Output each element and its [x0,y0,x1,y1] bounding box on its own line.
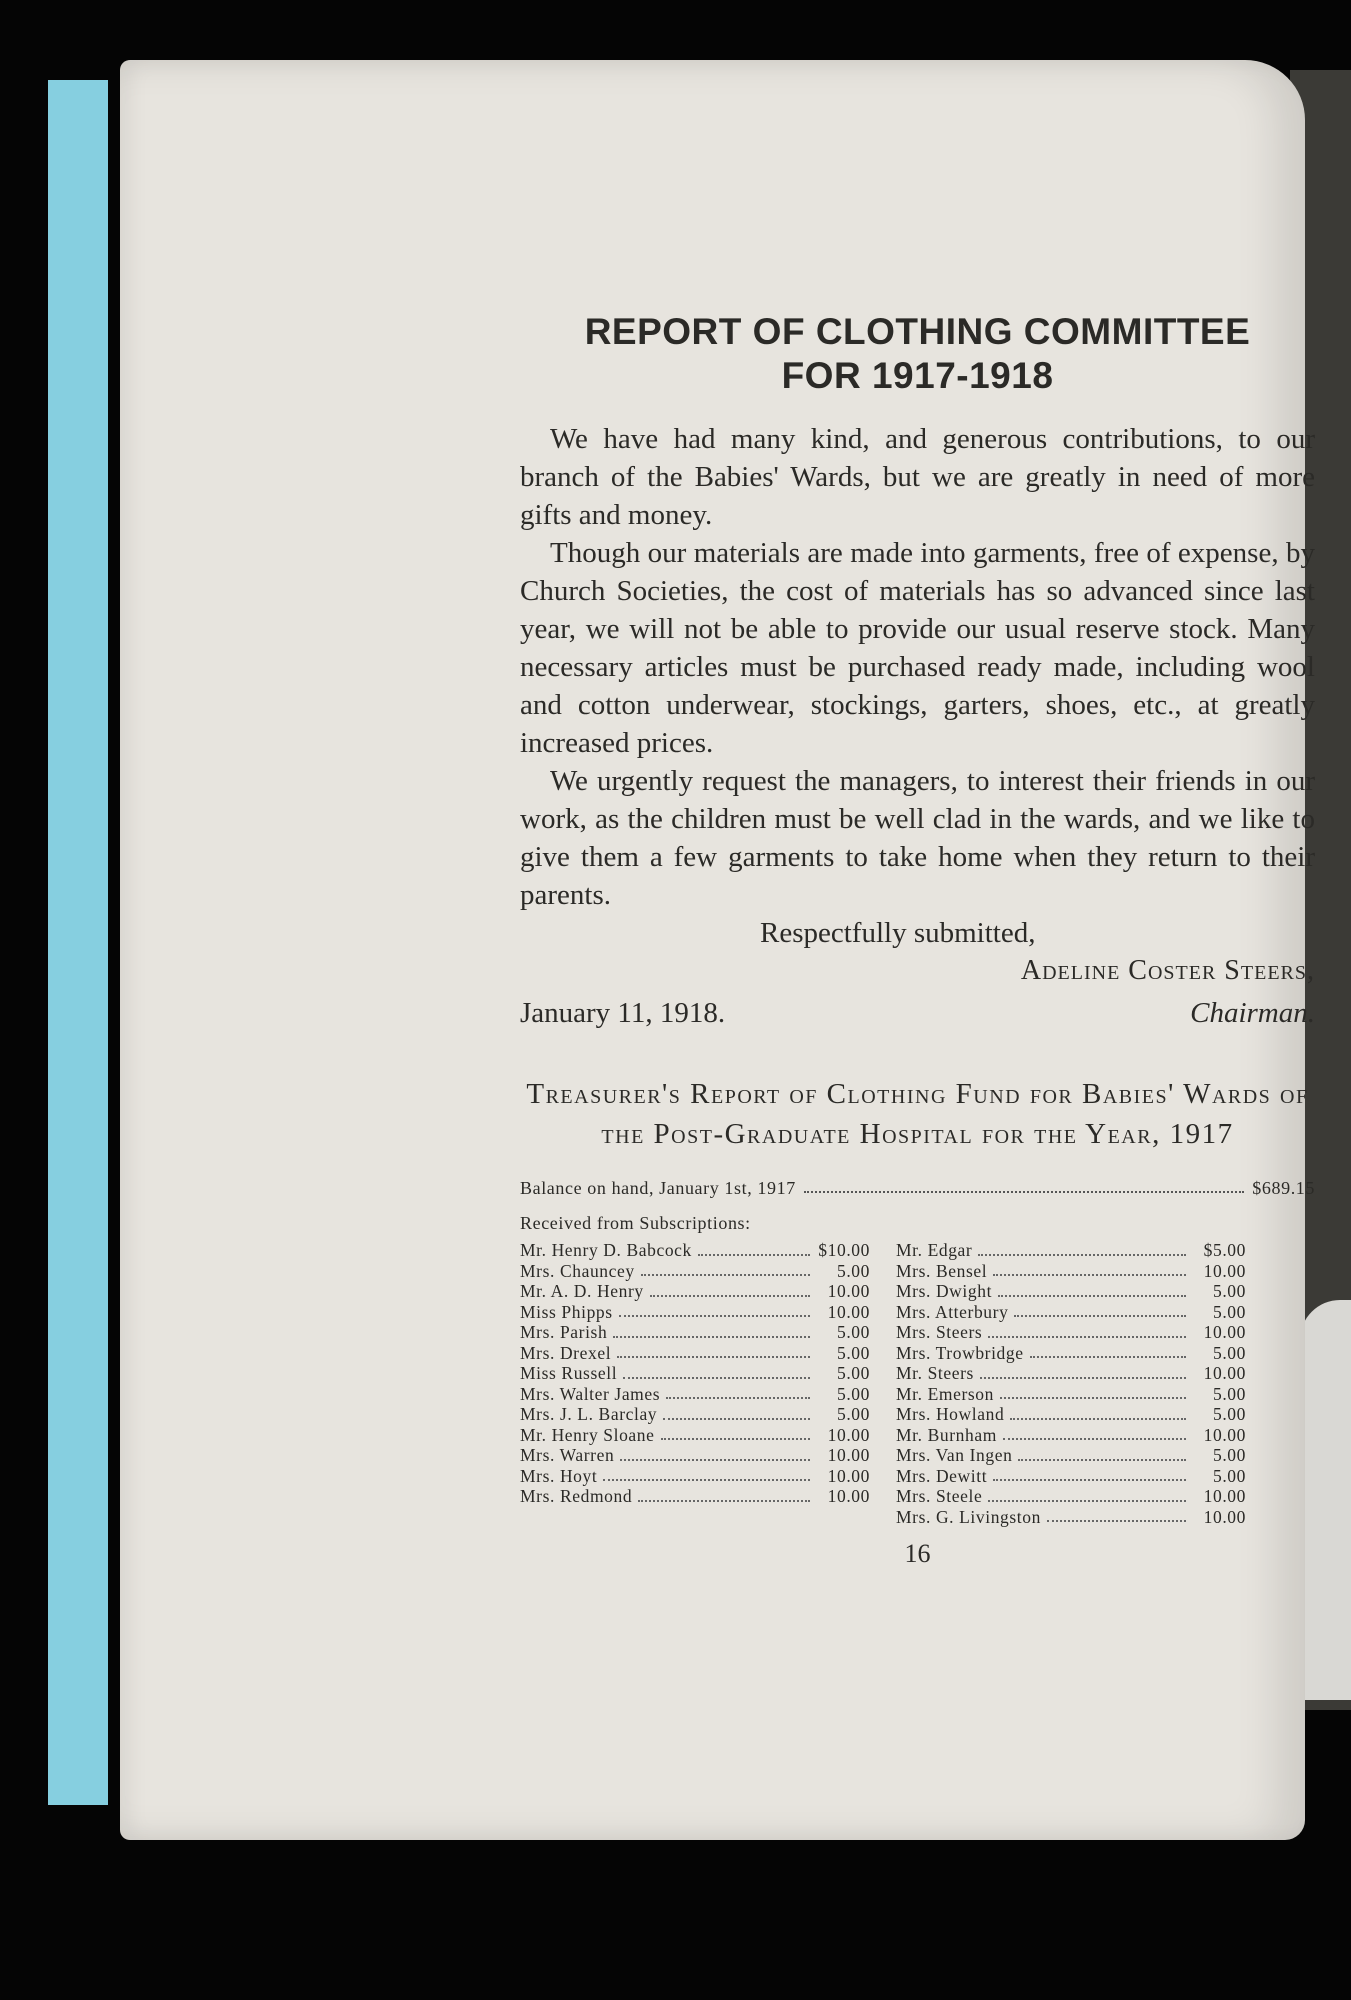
report-title [520,310,1315,398]
subscription-row [520,1445,870,1466]
subscription-amount: 10.00 [1203,1260,1246,1281]
leader-dots [638,1486,810,1502]
page-content [520,310,1315,1569]
subscription-row [520,1261,870,1282]
subscriber-name: Mrs. Van Ingen [896,1445,1013,1465]
leader-dots [617,1343,810,1359]
subscriber-name: Mrs. Hoyt [520,1465,598,1486]
subscription-row [896,1486,1246,1507]
leader-dots [623,1363,810,1379]
book-page [120,60,1315,1840]
subscriber-name: Mrs. Dwight [896,1281,993,1301]
subscription-row [896,1240,1246,1261]
subscriber-name: Mrs. Dewitt [896,1465,988,1486]
leader-dots [988,1486,1186,1502]
subscription-amount: 5.00 [836,1383,870,1404]
subscription-row [520,1425,870,1446]
leader-dots [1018,1445,1186,1461]
report-title-line-2: FOR 1917-1918 [781,355,1054,396]
subscription-amount: 10.00 [1203,1424,1246,1445]
subscriber-name: Mr. Burnham [896,1424,997,1445]
subscription-amount: 5.00 [1212,1445,1246,1465]
subscription-amount: 5.00 [836,1260,870,1281]
subscriber-name: Mr. A. D. Henry [520,1281,644,1301]
subscription-row [520,1302,870,1323]
subscription-row [896,1404,1246,1425]
subscription-row [520,1404,870,1425]
closing-line: Respectfully submitted, [760,917,1036,949]
report-title-line-1: REPORT OF CLOTHING COMMITTEE [584,311,1251,352]
subscription-amount: 10.00 [1203,1322,1246,1342]
leader-dots [998,1281,1186,1297]
balance-line [520,1178,1315,1199]
subscription-row [896,1507,1246,1528]
subscription-amount: 5.00 [1212,1465,1246,1486]
subscriber-name: Mrs. Trowbridge [896,1342,1024,1363]
leader-dots [978,1240,1186,1256]
subscription-row [896,1281,1246,1302]
subscription-row [896,1466,1246,1487]
leader-dots [1014,1302,1186,1318]
subscriber-name: Mrs. J. L. Barclay [520,1404,658,1424]
page-number: 16 [904,1539,931,1568]
subscriber-name: Mr. Steers [896,1363,974,1383]
leader-dots [661,1425,810,1441]
subscription-row [520,1363,870,1384]
subscription-amount: 5.00 [836,1363,870,1383]
subscription-amount: 5.00 [1212,1383,1246,1404]
subscription-amount: 10.00 [827,1486,870,1506]
subscription-row [520,1281,870,1302]
subscription-amount: 10.00 [827,1445,870,1465]
signer-name: Adeline Coster Steers, [1020,955,1315,986]
subscription-row [896,1343,1246,1364]
subscriber-name: Miss Russell [520,1363,618,1383]
subscriber-name: Mr. Henry D. Babcock [520,1240,692,1260]
subscriber-name: Mrs. Redmond [520,1486,633,1506]
leader-dots [980,1363,1186,1379]
balance-label: Balance on hand, January 1st, 1917 [520,1178,796,1198]
report-paragraph-3: We urgently request the managers, to interest their friends in our work, as the children must be well clad in the wards, and we like to give them a few garments to take home when they return to their parents. [520,765,1315,911]
leader-dots [993,1261,1186,1277]
leader-dots [698,1240,810,1256]
subscriber-name: Mrs. Steele [896,1486,983,1506]
report-paragraph-1: We have had many kind, and generous contributions, to our branch of the Babies' Wards, but we are greatly in need of more gifts and money. [520,423,1315,531]
subscriptions-right-column [896,1240,1246,1527]
subscription-amount: 10.00 [1203,1506,1246,1527]
leader-dots [804,1178,1244,1193]
subscription-amount: $10.00 [818,1240,870,1260]
subscription-amount: $5.00 [1203,1240,1246,1260]
subscription-row [896,1384,1246,1405]
subscription-amount: 10.00 [827,1465,870,1486]
leader-dots [641,1261,810,1277]
subscriber-name: Mr. Emerson [896,1383,994,1404]
subscriber-name: Mrs. Warren [520,1445,615,1465]
subscriber-name: Mrs. Walter James [520,1383,661,1404]
subscription-amount: 10.00 [827,1301,870,1322]
leader-dots [613,1322,810,1338]
balance-value: $689.15 [1252,1178,1315,1198]
date-role-line [520,994,1315,1032]
subscription-amount: 5.00 [836,1322,870,1342]
treasurer-heading: Treasurer's Report of Clothing Fund for Babies' Wards of the Post-Graduate Hospital for the Year, 1917 [526,1078,1309,1150]
leader-dots [619,1302,810,1318]
subscription-row [520,1343,870,1364]
subscription-row [520,1240,870,1261]
subscriber-name: Mrs. Howland [896,1404,1005,1424]
subscriber-name: Mr. Henry Sloane [520,1424,655,1445]
report-paragraph-2: Though our materials are made into garments, free of expense, by Church Societies, the cost of materials has so advanced since last year, we will not be able to provide our usual reserve stock. Many necessary articles must be purchased ready made, including wool and cotton underwear, stockings, garters, shoes, etc., at greatly increased prices. [520,537,1315,759]
book-cover-edge [48,80,108,1805]
subscriber-name: Mrs. Parish [520,1322,608,1342]
leader-dots [603,1466,810,1482]
subscriber-name: Miss Phipps [520,1301,613,1322]
subscription-amount: 5.00 [1212,1404,1246,1424]
signer-role: Chairman. [1190,997,1315,1029]
subscription-amount: 5.00 [836,1342,870,1363]
subscriber-name: Mrs. Bensel [896,1260,988,1281]
subscription-row [896,1363,1246,1384]
subscriber-name: Mrs. G. Livingston [896,1506,1041,1527]
subscription-amount: 10.00 [827,1424,870,1445]
subscription-amount: 10.00 [1203,1363,1246,1383]
subscription-row [896,1302,1246,1323]
subscription-row [520,1384,870,1405]
leader-dots [1030,1343,1186,1359]
subscription-row [896,1322,1246,1343]
subscription-row [896,1445,1246,1466]
leader-dots [1010,1404,1186,1420]
subscription-row [520,1486,870,1507]
subscription-row [520,1466,870,1487]
subscription-amount: 5.00 [1212,1301,1246,1322]
subscription-amount: 10.00 [827,1281,870,1301]
subscription-row [896,1261,1246,1282]
report-date: January 11, 1918. [520,997,726,1029]
subscriber-name: Mr. Edgar [896,1240,973,1260]
subscriber-name: Mrs. Steers [896,1322,983,1342]
subscriber-name: Mrs. Drexel [520,1342,612,1363]
leader-dots [620,1445,810,1461]
subscription-amount: 5.00 [1212,1281,1246,1301]
received-label: Received from Subscriptions: [520,1213,751,1233]
subscription-amount: 5.00 [836,1404,870,1424]
leader-dots [993,1466,1186,1482]
subscriber-name: Mrs. Atterbury [896,1301,1009,1322]
leader-dots [1000,1384,1186,1400]
subscriptions-list [520,1240,1315,1527]
leader-dots [663,1404,810,1420]
subscription-amount: 5.00 [1212,1342,1246,1363]
subscription-row [896,1425,1246,1446]
leader-dots [1003,1425,1186,1441]
leader-dots [1047,1507,1186,1523]
subscriber-name: Mrs. Chauncey [520,1260,635,1281]
subscription-row [520,1322,870,1343]
leader-dots [650,1281,810,1297]
leader-dots [666,1384,810,1400]
leader-dots [988,1322,1186,1338]
subscriptions-left-column [520,1240,870,1527]
subscription-amount: 10.00 [1203,1486,1246,1506]
